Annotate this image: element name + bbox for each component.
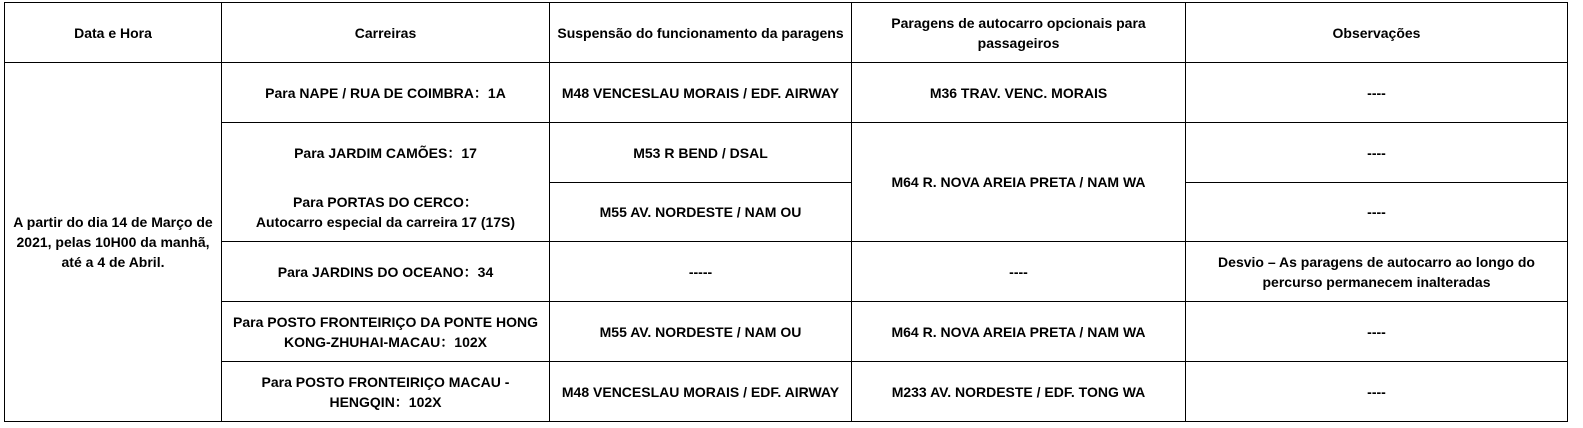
remark-cell: ----	[1186, 63, 1568, 123]
header-optional-stops: Paragens de autocarro opcionais para passageiros	[852, 3, 1186, 63]
header-remarks: Observações	[1186, 3, 1568, 63]
header-row	[5, 3, 1568, 63]
remark-cell: Desvio – As paragens de autocarro ao longo do percurso permanecem inalteradas	[1186, 242, 1568, 302]
optional-stop-cell: M64 R. NOVA AREIA PRETA / NAM WA	[852, 123, 1186, 242]
suspended-stop-cell: M53 R BEND / DSAL	[550, 123, 852, 183]
suspended-stop-cell: M48 VENCESLAU MORAIS / EDF. AIRWAY	[550, 362, 852, 422]
optional-stop-cell: ----	[852, 242, 1186, 302]
table-row	[5, 362, 1568, 422]
route-cell	[228, 182, 543, 241]
suspended-stop-cell: M55 AV. NORDESTE / NAM OU	[550, 302, 852, 362]
optional-stop-cell: M36 TRAV. VENC. MORAIS	[852, 63, 1186, 123]
suspended-stop-cell: M55 AV. NORDESTE / NAM OU	[550, 183, 852, 242]
remark-cell: ----	[1186, 183, 1568, 242]
route-line: Autocarro especial da carreira 17 (17S)	[255, 213, 516, 230]
remark-cell: ----	[1186, 362, 1568, 422]
header-date-time: Data e Hora	[5, 3, 222, 63]
suspended-stop-cell: -----	[550, 242, 852, 302]
remark-cell: ----	[1186, 123, 1568, 183]
route-cell: Para POSTO FRONTEIRIÇO DA PONTE HONG KONG-ZHUHAI-MACAU：102X	[222, 302, 550, 362]
optional-stop-cell: M233 AV. NORDESTE / EDF. TONG WA	[852, 362, 1186, 422]
table-row	[5, 302, 1568, 362]
route-cell: Para JARDINS DO OCEANO：34	[222, 242, 550, 302]
route-cell: Para JARDIM CAMÕES：17	[294, 144, 477, 161]
optional-stop-cell: M64 R. NOVA AREIA PRETA / NAM WA	[852, 302, 1186, 362]
remark-cell: ----	[1186, 302, 1568, 362]
table-row	[5, 123, 1568, 183]
header-routes: Carreiras	[222, 3, 550, 63]
route-line: Para PORTAS DO CERCO：	[293, 193, 478, 210]
route-cell: Para NAPE / RUA DE COIMBRA：1A	[222, 63, 550, 123]
suspended-stop-cell: M48 VENCESLAU MORAIS / EDF. AIRWAY	[550, 63, 852, 123]
table-row	[5, 63, 1568, 123]
table-row	[5, 242, 1568, 302]
route-cell-group	[222, 123, 550, 242]
bus-stop-suspension-table	[4, 2, 1568, 422]
period-cell: A partir do dia 14 de Março de 2021, pelas 10H00 da manhã, até a 4 de Abril.	[5, 63, 222, 422]
header-suspended-stops: Suspensão do funcionamento da paragens	[550, 3, 852, 63]
route-cell: Para POSTO FRONTEIRIÇO MACAU - HENGQIN：102X	[222, 362, 550, 422]
